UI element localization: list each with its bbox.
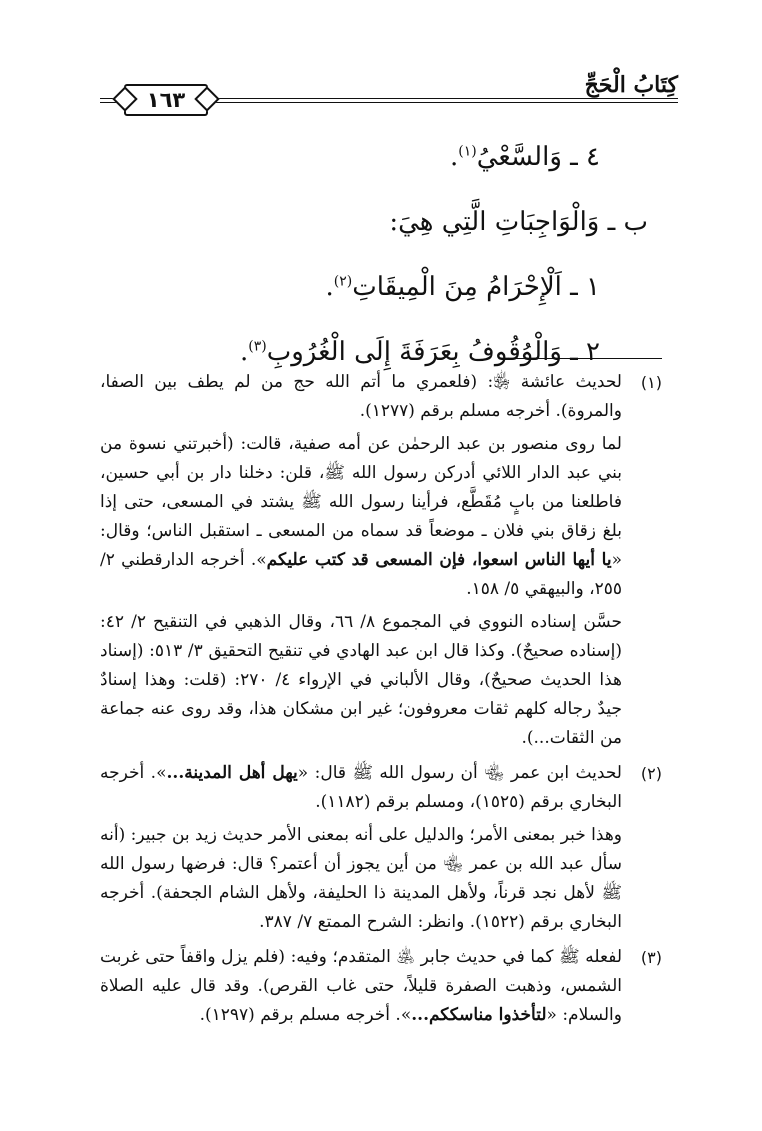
footnote-text: حسَّن إسناده النووي في المجموع ٨/ ٦٦، وقال الذهبي في التنقيح ٢/ ٤٢: (إسناده صحيحٌ). وكذا قال ابن عبد الهادي في تنقيح التحقيق ٣/ ٥١٣: (إسناد هذا الحديث صحيحٌ)، وقال الألباني في الإرواء ٤/ ٢٧٠: (قلت: وهذا إسنادٌ جيدٌ رجاله كلهم ثقات معروفون؛ غير ابن مشكان هذا، وقد روى عنه جماعة من الثقات...). bbox=[100, 612, 622, 748]
footnote-paragraph bbox=[100, 608, 622, 753]
page-number: ١٦٣ bbox=[146, 88, 186, 112]
footnote-3 bbox=[100, 943, 662, 1030]
footnote-text: لحديث ابن عمر ﵄ أن رسول الله ﷺ قال: « bbox=[297, 763, 622, 783]
footnote-separator bbox=[502, 358, 662, 359]
hadith-quote: يا أيها الناس اسعوا، فإن المسعى قد كتب عليكم bbox=[266, 550, 612, 570]
footnote-paragraph bbox=[100, 943, 622, 1030]
main-line-sa-i: ٤ ـ وَالسَّعْيُ$^{(١)}$. bbox=[450, 142, 600, 172]
footnote-body bbox=[100, 943, 622, 1030]
footnotes bbox=[100, 368, 662, 1036]
footnote-number: (٣) bbox=[640, 948, 662, 967]
footnote-2 bbox=[100, 759, 662, 937]
main-text bbox=[100, 140, 662, 370]
footnote-text: ». أخرجه البخاري برقم (١٥٢٥)، ومسلم برقم (١١٨٢). bbox=[100, 763, 622, 812]
footnote-ref-3: (٣) bbox=[248, 338, 267, 355]
hadith-quote: يهل أهل المدينة... bbox=[166, 763, 298, 783]
hadith-quote: لتأخذوا مناسككم... bbox=[411, 1005, 547, 1025]
main-line-wajibat-heading: ب ـ وَالْوَاجِبَاتِ الَّتِي هِيَ: bbox=[389, 207, 648, 237]
footnote-paragraph bbox=[100, 759, 622, 817]
main-line-ihram: ١ ـ اَلْإِحْرَامُ مِنَ الْمِيقَاتِ$^{(٢)}$. bbox=[325, 272, 600, 302]
footnote-text: ». أخرجه مسلم برقم (١٢٩٧). bbox=[199, 1005, 412, 1025]
footnote-paragraph bbox=[100, 821, 622, 937]
footnote-paragraph bbox=[100, 368, 622, 426]
footnote-1 bbox=[100, 368, 662, 753]
main-line-wuquf: ٢ ـ وَالْوُقُوفُ بِعَرَفَةَ إِلَى الْغُرُوبِ$^{(٣)}$. bbox=[240, 337, 600, 367]
footnote-text: لما روى منصور بن عبد الرحمٰن عن أمه صفية، قالت: (أخبرتني نسوة من بني عبد الدار اللائي أدركن رسول الله ﷺ، قلن: دخلنا دار بن أبي حسين، فاطلعنا من بابٍ مُقَطَّع، فرأينا رسول الله ﷺ يشتد في المسعى، حتى إذا بلغ زقاق بني فلان ـ موضعاً قد سماه من المسعى ـ استقبل الناس؛ وقال: « bbox=[100, 434, 622, 570]
footnote-text: ». أخرجه الدارقطني ٢/ ٢٥٥، والبيهقي ٥/ ١٥٨. bbox=[100, 550, 622, 599]
footnote-text: لفعله ﷺ كما في حديث جابر ﵁ المتقدم؛ وفيه: (فلم يزل واقفاً حتى غربت الشمس، وذهبت الصفرة قليلاً، حتى غاب القرص). وقد قال عليه الصلاة والسلام: « bbox=[100, 947, 622, 1025]
footnote-text: لحديث عائشة ﵂: (فلعمري ما أتم الله حج من لم يطف بين الصفا، والمروة). أخرجه مسلم برقم (١٢٧٧). bbox=[100, 372, 622, 421]
footnote-paragraph bbox=[100, 430, 622, 604]
footnote-number: (١) bbox=[640, 373, 662, 392]
footnote-body bbox=[100, 759, 622, 937]
footnote-text: وهذا خبر بمعنى الأمر؛ والدليل على أنه بمعنى الأمر حديث زيد بن جبير: (أنه سأل عبد الله بن عمر ﵄ من أين يجوز أن أعتمر؟ قال: فرضها رسول الله ﷺ لأهل نجد قرناً، ولأهل المدينة ذا الحليفة، ولأهل الشام الجحفة). أخرجه البخاري برقم (١٥٢٢). وانظر: الشرح الممتع ٧/ ٣٨٧. bbox=[100, 825, 622, 932]
footnote-ref-2: (٢) bbox=[333, 273, 353, 290]
footnote-number: (٢) bbox=[640, 764, 662, 783]
footnote-body bbox=[100, 368, 622, 753]
running-title: كِتَابُ الْحَجِّ bbox=[584, 72, 678, 98]
footnote-ref-1: (١) bbox=[458, 143, 477, 160]
page-number-ornament bbox=[124, 84, 208, 116]
